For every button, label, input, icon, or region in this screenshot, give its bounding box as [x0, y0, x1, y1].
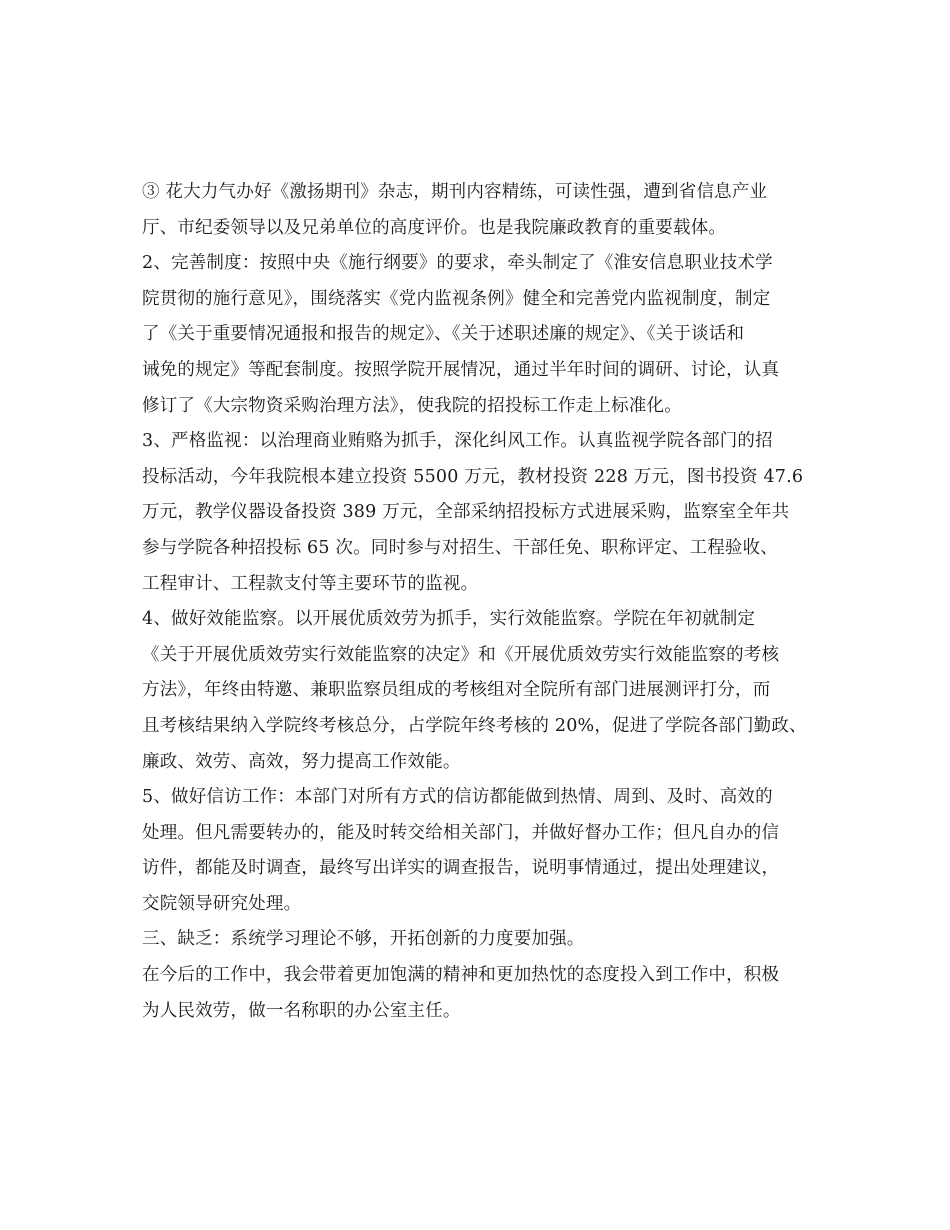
text-line: 在今后的工作中，我会带着更加饱满的精神和更加热忱的态度投入到工作中，积极: [142, 965, 780, 986]
text-line: 工程审计、工程款支付等主要环节的监视。: [142, 573, 479, 594]
text-line: 处理。但凡需要转办的，能及时转交给相关部门，并做好督办工作；但凡自办的信: [142, 822, 780, 843]
text-line: 廉政、效劳、高效，努力提高工作效能。: [142, 751, 461, 772]
text-line: 参与学院各种招投标 65 次。同时参与对招生、干部任免、职称评定、工程验收、: [142, 537, 778, 558]
text-line: 为人民效劳，做一名称职的办公室主任。: [142, 1000, 461, 1021]
text-line: 三、缺乏：系统学习理论不够，开拓创新的力度要加强。: [142, 929, 585, 950]
document-body: [142, 175, 832, 1029]
text-line: 4、做好效能监察。以开展优质效劳为抓手，实行效能监察。学院在年初就制定: [142, 609, 756, 630]
text-line: 院贯彻的施行意见》，围绕落实《党内监视条例》健全和完善党内监视制度，制定: [142, 288, 771, 309]
text-line: 《关于开展优质效劳实行效能监察的决定》和《开展优质效劳实行效能监察的考核: [142, 644, 780, 665]
text-line: 方法》，年终由特邀、兼职监察员组成的考核组对全院所有部门进展测评打分，而: [142, 680, 771, 701]
text-line: 万元，教学仪器设备投资 389 万元，全部采纳招投标方式进展采购，监察室全年共: [142, 502, 790, 523]
text-line: 厅、市纪委领导以及兄弟单位的高度评价。也是我院廉政教育的重要载体。: [142, 217, 727, 238]
text-line: 修订了《大宗物资采购治理方法》，使我院的招投标工作走上标准化。: [142, 395, 682, 416]
text-line: 诫免的规定》等配套制度。按照学院开展情况，通过半年时间的调研、讨论，认真: [142, 359, 780, 380]
text-line: ③ 花大力气办好《激扬期刊》杂志，期刊内容精练，可读性强，遭到省信息产业: [142, 182, 768, 202]
text-line: 访件，都能及时调查，最终写出详实的调查报告，说明事情通过，提出处理建议，: [142, 858, 780, 879]
text-line: 5、做好信访工作：本部门对所有方式的信访都能做到热情、周到、及时、高效的: [142, 787, 773, 808]
text-line: 交院领导研究处理。: [142, 893, 302, 914]
text-line: 3、严格监视：以治理商业贿赂为抓手，深化纠风工作。认真监视学院各部门的招: [142, 431, 773, 452]
text-line: 且考核结果纳入学院终考核总分，占学院年终考核的 20%，促进了学院各部门勤政、: [142, 715, 807, 736]
text-line: 2、完善制度：按照中央《施行纲要》的要求，牵头制定了《淮安信息职业技术学: [142, 253, 773, 274]
text-line: 投标活动，今年我院根本建立投资 5500 万元，教材投资 228 万元，图书投资 47.6: [142, 466, 804, 487]
text-line: 了《关于重要情况通报和报告的规定》、《关于述职述廉的规定》、《关于谈话和: [142, 324, 745, 345]
